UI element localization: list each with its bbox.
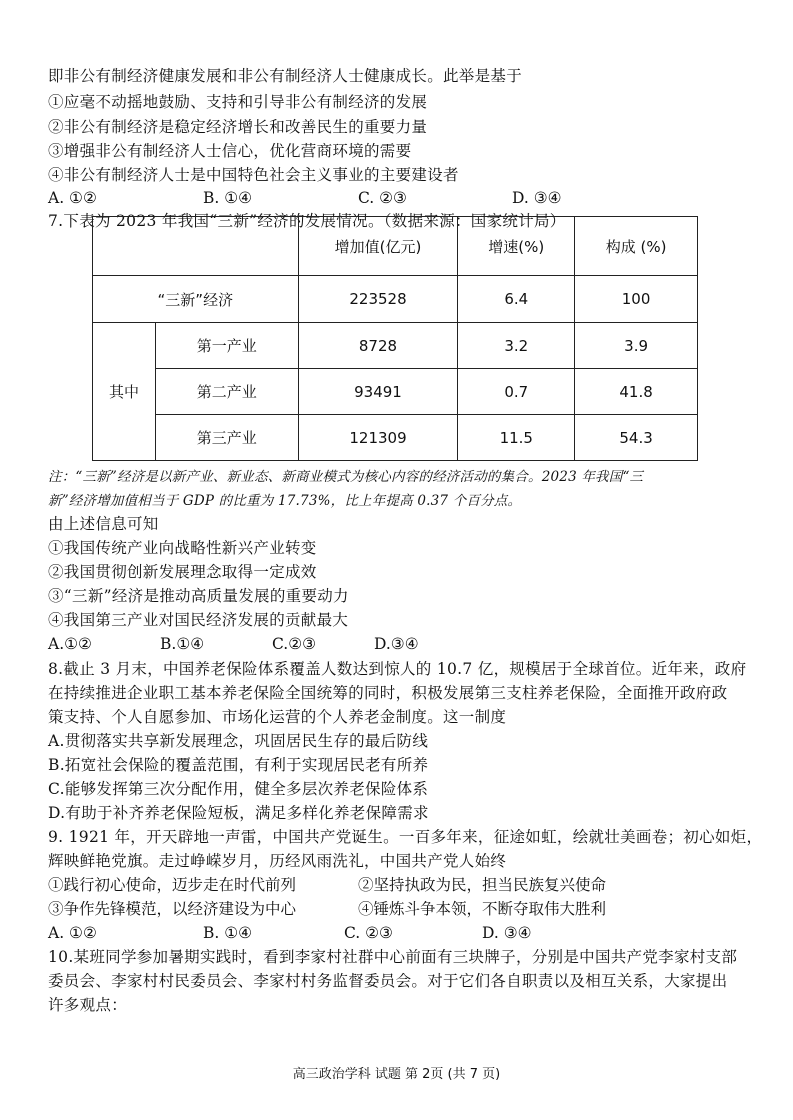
- q6-stem-tail: 即非公有制经济健康发展和非公有制经济人士健康成长。此举是基于: [48, 67, 523, 85]
- q9-stem-line-1: 9. 1921 年，开天辟地一声雷，中国共产党诞生。一百多年来，征途如虹，绘就壮美画卷；初心如炬，: [48, 828, 763, 846]
- q7-lead: 由上述信息可知: [48, 515, 159, 533]
- table-cell: 54.3: [575, 415, 698, 461]
- table-header-blank: [93, 217, 299, 276]
- table-cell: 100: [575, 276, 698, 323]
- q7-option-d: D.③④: [374, 635, 419, 653]
- q7-item-2: ②我国贯彻创新发展理念取得一定成效: [48, 563, 317, 581]
- q7-item-3: ③“三新”经济是推动高质量发展的重要动力: [48, 587, 349, 605]
- table-row: [93, 415, 698, 461]
- q9-option-c: C. ②③: [344, 924, 393, 942]
- q7-item-1: ①我国传统产业向战略性新兴产业转变: [48, 539, 317, 557]
- table-cell: 223528: [298, 276, 458, 323]
- q8-stem-line-2: 在持续推进企业职工基本养老保险全国统筹的同时，积极发展第三支柱养老保险，全面推开政府政: [48, 684, 728, 702]
- q7-note-line-1: 注：“三新”经济是以新产业、新业态、新商业模式为核心内容的经济活动的集合。2023 年我国“三: [48, 469, 644, 485]
- q7-option-b: B.①④: [160, 635, 205, 653]
- q7-stem: 7.下表为 2023 年我国“三新”经济的发展情况。（数据来源：国家统计局）: [48, 212, 566, 230]
- q7-option-a: A.①②: [48, 635, 92, 653]
- table-cell-label: 第三产业: [155, 415, 298, 461]
- table-row: [93, 369, 698, 415]
- q9-option-b: B. ①④: [203, 924, 253, 942]
- table-cell-label: 第二产业: [155, 369, 298, 415]
- q8-option-c: C.能够发挥第三次分配作用，健全多层次养老保险体系: [48, 780, 429, 798]
- table-row: [93, 323, 698, 369]
- table-header-row: [93, 217, 698, 276]
- table-row-total: [93, 276, 698, 323]
- page-footer: 高三政治学科 试题 第 2页 (共 7 页): [292, 1067, 501, 1082]
- table-cell: 41.8: [575, 369, 698, 415]
- q7-data-table: [92, 216, 698, 461]
- q7-options: [48, 634, 748, 654]
- table-cell: 3.2: [458, 323, 575, 369]
- q8-stem-line-1: 8.截止 3 月末，中国养老保险体系覆盖人数达到惊人的 10.7 亿，规模居于全球首位。近年来，政府: [48, 660, 747, 678]
- table-cell: 3.9: [575, 323, 698, 369]
- q9-item-3: ③争作先锋模范，以经济建设为中心: [48, 900, 297, 918]
- table-cell: 93491: [298, 369, 458, 415]
- table-cell: 0.7: [458, 369, 575, 415]
- table-cell-label: 第一产业: [155, 323, 298, 369]
- q8-option-d: D.有助于补齐养老保险短板，满足多样化养老保障需求: [48, 804, 429, 822]
- table-cell: 121309: [298, 415, 458, 461]
- q6-options: [48, 188, 748, 208]
- table-header-value: 增加值(亿元): [298, 217, 458, 276]
- q6-option-a: A. ①②: [48, 189, 97, 207]
- q9-item-4: ④锤炼斗争本领，不断夺取伟大胜利: [358, 900, 607, 918]
- table-cell: 8728: [298, 323, 458, 369]
- table-header-growth: 增速(%): [458, 217, 575, 276]
- q8-option-b: B.拓宽社会保险的覆盖范围，有利于实现居民老有所养: [48, 756, 429, 774]
- table-cell-label: “三新”经济: [93, 276, 299, 323]
- q9-items-row-2: [48, 899, 748, 919]
- q6-option-b: B. ①④: [203, 189, 253, 207]
- q6-item-4: ④非公有制经济人士是中国特色社会主义事业的主要建设者: [48, 166, 459, 184]
- q9-option-a: A. ①②: [48, 924, 97, 942]
- q9-options: [48, 923, 748, 943]
- table-header-share: 构成 (%): [575, 217, 698, 276]
- table-cell: 6.4: [458, 276, 575, 323]
- q9-item-1: ①践行初心使命，迈步走在时代前列: [48, 876, 297, 894]
- q7-option-c: C.②③: [272, 635, 317, 653]
- q7-item-4: ④我国第三产业对国民经济发展的贡献最大: [48, 611, 349, 629]
- q10-stem-line-1: 10.某班同学参加暑期实践时，看到李家村社群中心前面有三块牌子，分别是中国共产党李家村支部: [48, 948, 738, 966]
- table-cell: 11.5: [458, 415, 575, 461]
- q6-option-d: D. ③④: [512, 189, 562, 207]
- table-group-label: 其中: [93, 323, 156, 461]
- q6-item-1: ①应毫不动摇地鼓励、支持和引导非公有制经济的发展: [48, 93, 428, 111]
- q6-item-3: ③增强非公有制经济人士信心，优化营商环境的需要: [48, 142, 412, 160]
- q6-item-2: ②非公有制经济是稳定经济增长和改善民生的重要力量: [48, 118, 428, 136]
- q9-item-2: ②坚持执政为民，担当民族复兴使命: [358, 876, 607, 894]
- q8-stem-line-3: 策支持、个人自愿参加、市场化运营的个人养老金制度。这一制度: [48, 708, 507, 726]
- q8-option-a: A.贯彻落实共享新发展理念，巩固居民生存的最后防线: [48, 732, 429, 750]
- q7-note-line-2: 新”经济增加值相当于 GDP 的比重为 17.73%，比上年提高 0.37 个百分点。: [48, 493, 522, 509]
- q9-option-d: D. ③④: [482, 924, 532, 942]
- q9-items-row-1: [48, 875, 748, 895]
- q9-stem-line-2: 辉映鲜艳党旗。走过峥嵘岁月，历经风雨洗礼，中国共产党人始终: [48, 852, 507, 870]
- q6-option-c: C. ②③: [358, 189, 407, 207]
- q10-stem-line-3: 许多观点：: [48, 996, 128, 1014]
- q10-stem-line-2: 委员会、李家村村民委员会、李家村村务监督委员会。对于它们各自职责以及相互关系，大家提出: [48, 972, 728, 990]
